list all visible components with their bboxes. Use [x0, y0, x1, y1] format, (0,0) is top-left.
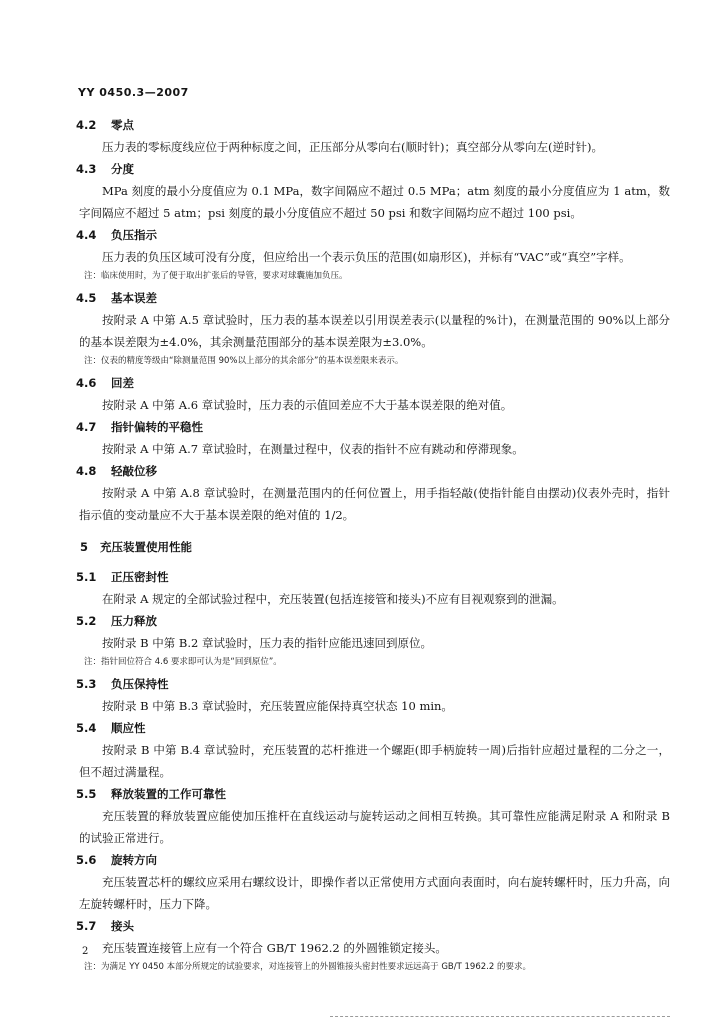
clause-text: 压力表的负压区域可没有分度，但应给出一个表示负压的范围(如扇形区)，并标有“VAC”或“真空”字样。	[102, 250, 631, 264]
clause-title: 回差	[111, 376, 134, 390]
scan-artifact-line	[330, 1016, 670, 1017]
clause-number: 5.5	[76, 787, 97, 801]
chapter-number: 5	[80, 540, 89, 554]
clause-number: 5.4	[76, 721, 97, 735]
clause-heading	[0, 158, 722, 180]
clause-text: 充压装置连接管上应有一个符合 GB/T 1962.2 的外圆锥锁定接头。	[102, 941, 447, 955]
clause-text: 在附录 A 规定的全部试验过程中，充压装置(包括连接管和接头)不应有目视观察到的泄漏。	[102, 592, 564, 606]
clause-text: 充压装置的释放装置应能使加压推杆在直线运动与旋转运动之间相互转换。其可靠性应能满足附录 A 和附录 B 的试验正常进行。	[79, 809, 670, 845]
clause-number: 4.2	[76, 118, 97, 132]
clause-title: 负压指示	[111, 228, 157, 242]
clause-note: 注：为满足 YY 0450 本部分所规定的试验要求，对连接管上的外圆锥接头密封性要求远远高于 GB/T 1962.2 的要求。	[84, 962, 531, 972]
clause-text: MPa 刻度的最小分度值应为 0.1 MPa，数字间隔应不超过 0.5 MPa；atm 刻度的最小分度值应为 1 atm，数字间隔应不超过 5 atm；psi 刻度的最小分度值应不超过 50 psi 和数字间隔均应不超过 100 psi。	[79, 184, 670, 220]
clause-heading	[0, 224, 722, 246]
clause-heading	[0, 287, 722, 309]
chapter-heading	[0, 534, 722, 560]
chapter-title: 充压装置使用性能	[100, 540, 192, 554]
clause-text: 按附录 A 中第 A.5 章试验时，压力表的基本误差以引用误差表示(以量程的%计)，在测量范围的 90%以上部分的基本误差限为±4.0%，其余测量范围部分的基本误差限为±3.0%。	[79, 313, 670, 349]
clause-note: 注：指针回位符合 4.6 要求即可认为是“回到原位”。	[84, 657, 282, 667]
clause-heading	[0, 849, 722, 871]
clause-title: 接头	[111, 919, 134, 933]
clause-number: 4.3	[76, 162, 97, 176]
clause-number: 5.2	[76, 614, 97, 628]
clause-number: 4.5	[76, 291, 97, 305]
clause-heading	[0, 460, 722, 482]
clause-number: 4.8	[76, 464, 97, 478]
clause-heading	[0, 673, 722, 695]
document-code: YY 0450.3—2007	[78, 86, 189, 99]
clause-note: 注：临床使用时，为了便于取出扩张后的导管，要求对球囊施加负压。	[84, 271, 348, 281]
clause-text: 充压装置芯杆的螺纹应采用右螺纹设计，即操作者以正常使用方式面向表面时，向右旋转螺杆时，压力升高，向左旋转螺杆时，压力下降。	[79, 875, 670, 911]
clause-title: 正压密封性	[111, 570, 169, 584]
clause-number: 5.3	[76, 677, 97, 691]
clause-title: 指针偏转的平稳性	[111, 420, 203, 434]
clause-number: 4.6	[76, 376, 97, 390]
clause-title: 压力释放	[111, 614, 157, 628]
clause-heading	[0, 114, 722, 136]
clause-text: 按附录 B 中第 B.3 章试验时，充压装置应能保持真空状态 10 min。	[102, 699, 453, 713]
page-number: 2	[82, 946, 89, 957]
clause-heading	[0, 610, 722, 632]
clause-text: 按附录 B 中第 B.2 章试验时，压力表的指针应能迅速回到原位。	[102, 636, 432, 650]
clause-number: 5.6	[76, 853, 97, 867]
clause-number: 4.4	[76, 228, 97, 242]
clause-heading	[0, 416, 722, 438]
clause-title: 基本误差	[111, 291, 157, 305]
clause-title: 顺应性	[111, 721, 146, 735]
clause-note: 注：仪表的精度等级由“除测量范围 90%以上部分的其余部分”的基本误差限来表示。	[84, 356, 404, 366]
clause-title: 负压保持性	[111, 677, 169, 691]
clause-title: 旋转方向	[111, 853, 157, 867]
clause-heading	[0, 372, 722, 394]
clause-title: 分度	[111, 162, 134, 176]
clause-number: 5.7	[76, 919, 97, 933]
clause-title: 轻敲位移	[111, 464, 157, 478]
clause-heading	[0, 783, 722, 805]
clause-title: 零点	[111, 118, 134, 132]
clause-text: 按附录 A 中第 A.8 章试验时，在测量范围内的任何位置上，用手指轻敲(使指针能自由摆动)仪表外壳时，指针指示值的变动量应不大于基本误差限的绝对值的 1/2。	[79, 486, 670, 522]
clause-heading	[0, 566, 722, 588]
clause-text: 按附录 A 中第 A.6 章试验时，压力表的示值回差应不大于基本误差限的绝对值。	[102, 398, 513, 412]
clause-number: 5.1	[76, 570, 97, 584]
clause-number: 4.7	[76, 420, 97, 434]
clause-text: 按附录 B 中第 B.4 章试验时，充压装置的芯杆推进一个螺距(即手柄旋转一周)后指针应超过量程的二分之一，但不超过满量程。	[79, 743, 670, 779]
clause-title: 释放装置的工作可靠性	[111, 787, 226, 801]
clause-heading	[0, 717, 722, 739]
clause-text: 按附录 A 中第 A.7 章试验时，在测量过程中，仪表的指针不应有跳动和停滞现象。	[102, 442, 524, 456]
clause-heading	[0, 915, 722, 937]
document-body	[0, 114, 722, 978]
clause-text: 压力表的零标度线应位于两种标度之间，正压部分从零向右(顺时针)；真空部分从零向左(逆时针)。	[102, 140, 603, 154]
